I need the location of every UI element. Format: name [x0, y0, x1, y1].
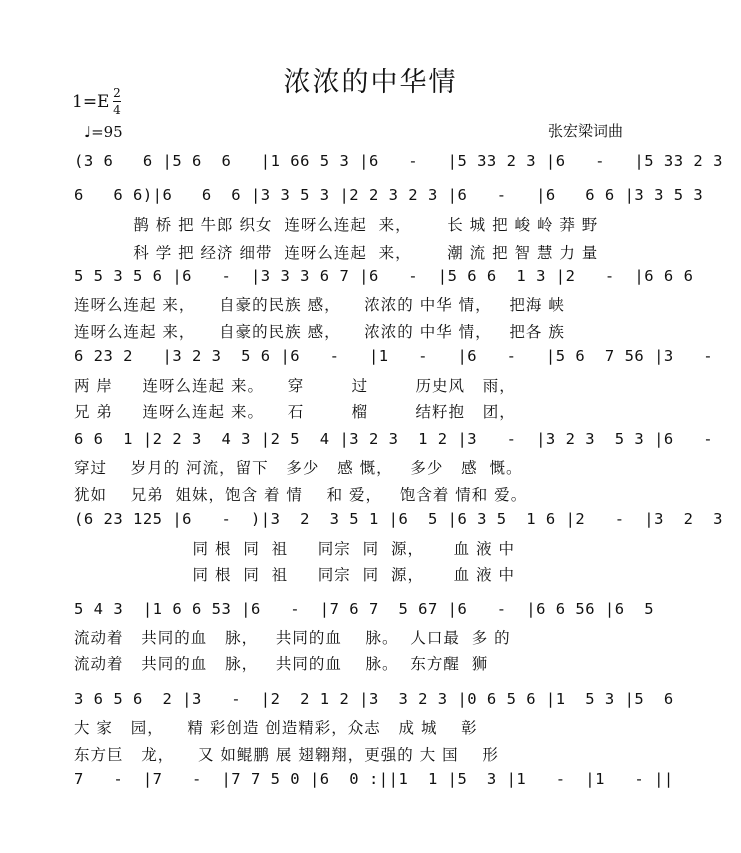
lyric-line: 同 根 同 祖 同宗 同 源， 血 液 中: [74, 540, 516, 558]
time-signature-divider: [113, 101, 121, 102]
lyric-line: 连呀么连起 来， 自豪的民族 感， 浓浓的 中华 情， 把各 族: [74, 323, 565, 341]
lyric-line: 科 学 把 经济 细带 连呀么连起 来， 潮 流 把 智 慧 力 量: [74, 244, 599, 262]
notation-line: 5 4 3 |1 6 6 53 |6 - |7 6 7 5 67 |6 - |6 6 56 |6 5: [74, 600, 655, 618]
lyric-line: 犹如 兄弟 姐妹，饱含 着 情 和 爱， 饱含着 情和 爱。: [74, 486, 528, 504]
time-signature: [113, 86, 121, 117]
notation-line: (3 6 6 |5 6 6 |1 66 5 3 |6 - |5 33 2 3 |6 - |5 33 2 3: [74, 152, 723, 170]
lyric-line: 两 岸 连呀么连起 来。 穿 过 历史风 雨，: [74, 377, 516, 395]
tempo-marking: ♩=95: [84, 123, 123, 141]
notation-line: (6 23 125 |6 - )|3 2 3 5 1 |6 5 |6 3 5 1 6 |2 - |3 2 3: [74, 510, 723, 528]
lyric-line: 同 根 同 祖 同宗 同 源， 血 液 中: [74, 566, 516, 584]
time-signature-bottom: 4: [113, 103, 121, 117]
key-signature: 1=E: [72, 92, 110, 112]
notation-line: 5 5 3 5 6 |6 - |3 3 3 6 7 |6 - |5 6 6 1 3 |2 - |6 6 6: [74, 267, 694, 285]
song-title: 浓浓的中华情: [283, 67, 458, 98]
lyric-line: 东方巨 龙， 又 如鲲鹏 展 翅翱翔，更强的 大 国 形: [74, 746, 499, 764]
time-signature-top: 2: [113, 86, 121, 100]
lyric-line: 穿过 岁月的 河流，留下 多少 感 慨， 多少 感 慨。: [74, 459, 523, 477]
lyric-line: 流动着 共同的血 脉， 共同的血 脉。 东方醒 狮: [74, 655, 489, 673]
lyric-line: 流动着 共同的血 脉， 共同的血 脉。 人口最 多 的: [74, 629, 511, 647]
notation-line: 6 23 2 |3 2 3 5 6 |6 - |1 - |6 - |5 6 7 56 |3 -: [74, 347, 714, 365]
lyric-line: 兄 弟 连呀么连起 来。 石 榴 结籽抱 团，: [74, 403, 516, 421]
lyric-line: 连呀么连起 来， 自豪的民族 感， 浓浓的 中华 情， 把海 峡: [74, 296, 565, 314]
notation-line: 7 - |7 - |7 7 5 0 |6 0 :||1 1 |5 3 |1 - |1 - ||: [74, 770, 674, 788]
notation-line: 6 6 1 |2 2 3 4 3 |2 5 4 |3 2 3 1 2 |3 - |3 2 3 5 3 |6 -: [74, 430, 714, 448]
notation-line: 6 6 6)|6 6 6 |3 3 5 3 |2 2 3 2 3 |6 - |6 6 6 |3 3 5 3: [74, 186, 704, 204]
notation-line: 3 6 5 6 2 |3 - |2 2 1 2 |3 3 2 3 |0 6 5 6 |1 5 3 |5 6: [74, 690, 674, 708]
lyric-line: 鹊 桥 把 牛郎 织女 连呀么连起 来， 长 城 把 峻 岭 莽 野: [74, 216, 599, 234]
author-credit: 张宏梁词曲: [548, 122, 624, 140]
lyric-line: 大 家 园， 精 彩创造 创造精彩，众志 成 城 彰: [74, 719, 478, 737]
